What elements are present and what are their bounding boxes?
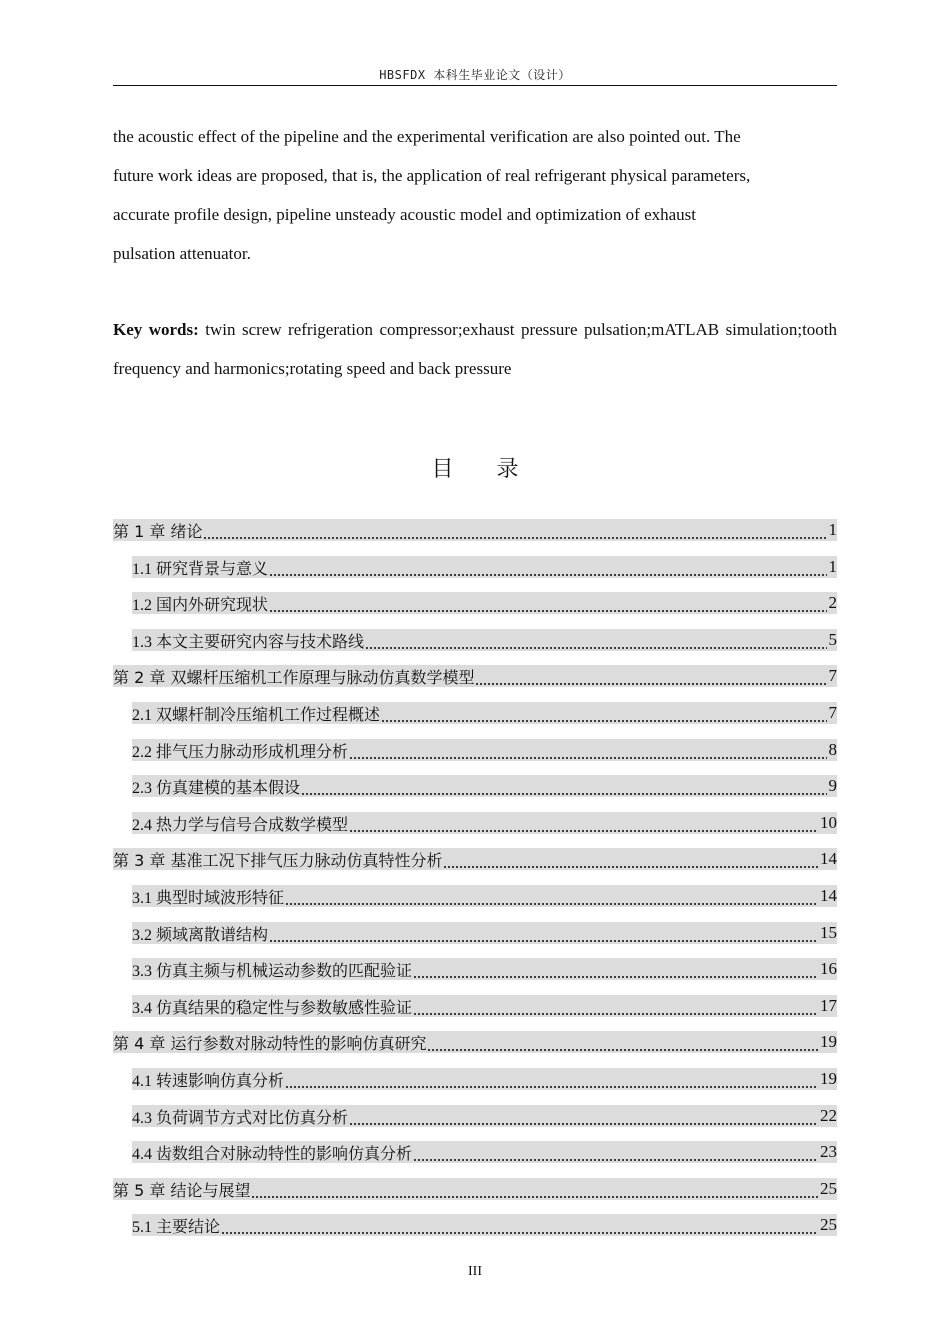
toc-dot-leader [427, 1038, 818, 1052]
toc-section-entry[interactable] [132, 958, 837, 980]
toc-dot-leader [251, 1185, 818, 1199]
toc-entry-title: 第 4 章 运行参数对脉动特性的影响仿真研究 [113, 1033, 427, 1053]
toc-entry-page: 25 [820, 1215, 837, 1234]
toc-section-entry[interactable] [132, 885, 837, 907]
keywords-text: twin screw refrigeration compressor;exhaust pressure pulsation;mATLAB simulation;tooth frequency and harmonics;rotating speed and back pressure [113, 320, 838, 378]
toc-entry-page: 9 [828, 776, 837, 795]
toc-entry-title: 第 1 章 绪论 [113, 521, 203, 541]
toc-chapter-entry[interactable] [113, 1031, 837, 1053]
toc-dot-leader [381, 709, 826, 723]
toc-entry-title: 2.1 双螺杆制冷压缩机工作过程概述 [132, 706, 381, 724]
toc-section-entry[interactable] [132, 1214, 837, 1236]
toc-entry-title: 第 3 章 基准工况下排气压力脉动仿真特性分析 [113, 850, 443, 870]
toc-entry-page: 22 [820, 1106, 837, 1125]
toc-entry-page: 25 [820, 1179, 837, 1198]
toc-entry-title: 5.1 主要结论 [132, 1218, 221, 1236]
toc-dot-leader [221, 1221, 818, 1235]
toc-chapter-entry[interactable] [113, 848, 837, 870]
toc-section-entry[interactable] [132, 629, 837, 651]
toc-dot-leader [285, 1075, 818, 1089]
toc-dot-leader [285, 892, 818, 906]
toc-entry-title: 1.1 研究背景与意义 [132, 560, 269, 578]
toc-dot-leader [443, 855, 818, 869]
toc-section-entry[interactable] [132, 995, 837, 1017]
toc-entry-title: 1.3 本文主要研究内容与技术路线 [132, 633, 365, 651]
toc-section-entry[interactable] [132, 556, 837, 578]
page-number: III [468, 1264, 482, 1279]
toc-entry-page: 1 [828, 520, 837, 539]
toc-entry-page: 19 [820, 1069, 837, 1088]
keywords-paragraph [113, 310, 837, 388]
toc-entry-title: 第 5 章 结论与展望 [113, 1180, 251, 1200]
running-header: HBSFDX 本科生毕业论文（设计） [379, 68, 571, 82]
toc-chapter-entry[interactable] [113, 665, 837, 687]
toc-entry-page: 14 [820, 886, 837, 905]
toc-section-entry[interactable] [132, 1068, 837, 1090]
toc-entry-title: 第 2 章 双螺杆压缩机工作原理与脉动仿真数学模型 [113, 667, 475, 687]
toc-entry-page: 5 [828, 630, 837, 649]
toc-entry-page: 7 [828, 666, 837, 685]
toc-dot-leader [475, 672, 826, 686]
toc-section-entry[interactable] [132, 922, 837, 944]
toc-section-entry[interactable] [132, 592, 837, 614]
toc-entry-page: 17 [820, 996, 837, 1015]
toc-title: 目 录 [431, 457, 537, 482]
toc-entry-title: 2.2 排气压力脉动形成机理分析 [132, 743, 349, 761]
abstract-line: pulsation attenuator. [113, 244, 251, 263]
toc-entry-page: 14 [820, 849, 837, 868]
toc-entry-title: 3.3 仿真主频与机械运动参数的匹配验证 [132, 962, 413, 980]
toc-entry-title: 3.1 典型时域波形特征 [132, 889, 285, 907]
abstract-line: the acoustic effect of the pipeline and the experimental verification are also pointed out. The [113, 127, 741, 146]
toc-entry-title: 4.4 齿数组合对脉动特性的影响仿真分析 [132, 1145, 413, 1163]
toc-entry-title: 3.4 仿真结果的稳定性与参数敏感性验证 [132, 999, 413, 1017]
toc-entry-page: 8 [828, 740, 837, 759]
toc-section-entry[interactable] [132, 812, 837, 834]
toc-entry-title: 3.2 频域离散谱结构 [132, 926, 269, 944]
toc-dot-leader [349, 1112, 818, 1126]
toc-entry-page: 2 [828, 593, 837, 612]
toc-section-entry[interactable] [132, 739, 837, 761]
abstract-line: future work ideas are proposed, that is, the application of real refrigerant physical parameters, [113, 166, 751, 185]
toc-dot-leader [269, 929, 818, 943]
header-divider [113, 85, 837, 86]
toc-section-entry[interactable] [132, 775, 837, 797]
toc-dot-leader [413, 965, 818, 979]
toc-entry-title: 2.3 仿真建模的基本假设 [132, 779, 301, 797]
toc-entry-page: 15 [820, 923, 837, 942]
toc-entry-page: 16 [820, 959, 837, 978]
toc-dot-leader [413, 1148, 818, 1162]
toc-dot-leader [365, 636, 826, 650]
toc-entry-title: 1.2 国内外研究现状 [132, 596, 269, 614]
toc-dot-leader [349, 746, 826, 760]
toc-entry-page: 19 [820, 1032, 837, 1051]
toc-entry-title: 2.4 热力学与信号合成数学模型 [132, 816, 349, 834]
toc-chapter-entry[interactable] [113, 519, 837, 541]
toc-section-entry[interactable] [132, 1105, 837, 1127]
toc-chapter-entry[interactable] [113, 1178, 837, 1200]
keywords-label: Key words: [113, 320, 199, 339]
toc-dot-leader [413, 1002, 818, 1016]
toc-dot-leader [203, 526, 826, 540]
toc-entry-title: 4.1 转速影响仿真分析 [132, 1072, 285, 1090]
toc-dot-leader [349, 819, 818, 833]
toc-dot-leader [269, 563, 826, 577]
toc-entry-page: 10 [820, 813, 837, 832]
abstract-continuation [113, 117, 837, 273]
abstract-line: accurate profile design, pipeline unsteady acoustic model and optimization of exhaust [113, 205, 697, 224]
toc-entry-title: 4.3 负荷调节方式对比仿真分析 [132, 1109, 349, 1127]
toc-dot-leader [301, 782, 826, 796]
toc-dot-leader [269, 599, 826, 613]
toc-section-entry[interactable] [132, 702, 837, 724]
toc-section-entry[interactable] [132, 1141, 837, 1163]
toc-entry-page: 7 [828, 703, 837, 722]
toc-entry-page: 23 [820, 1142, 837, 1161]
toc-entry-page: 1 [828, 557, 837, 576]
